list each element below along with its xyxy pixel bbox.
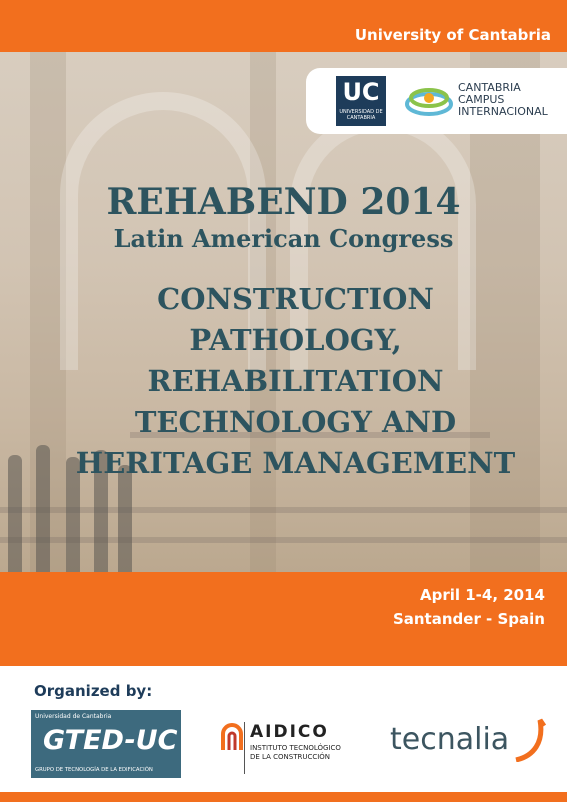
aidico-sub1: INSTITUTO TECNOLÓGICO [250, 744, 341, 752]
topic-line: REHABILITATION [147, 364, 444, 398]
uc-logo-abbr: UC [342, 78, 380, 106]
campus-logo-text [458, 82, 548, 118]
aidico-name: AIDICO [250, 722, 329, 742]
campus-line2: CAMPUS [458, 93, 505, 106]
aidico-divider [244, 722, 245, 774]
campus-logo-icon [404, 76, 454, 126]
event-info-banner [0, 572, 567, 666]
university-name: University of Cantabria [354, 26, 551, 44]
gted-name: GTED-UC [43, 725, 178, 756]
topic-line: HERITAGE MANAGEMENT [75, 446, 516, 480]
topic-title [0, 279, 567, 484]
footer-strip [0, 792, 567, 802]
tecnalia-logo: tecnalia [390, 722, 510, 757]
organized-by-label: Organized by: [34, 682, 153, 700]
gted-top-text: Universidad de Cantabria [35, 713, 112, 720]
campus-line1: CANTABRIA [458, 81, 521, 94]
tecnalia-swoosh-icon [514, 716, 548, 762]
uc-logo-name: UNIVERSIDAD DE CANTABRIA [339, 109, 383, 121]
event-title: REHABEND 2014 [106, 181, 461, 223]
event-subtitle: Latin American Congress [113, 224, 454, 253]
top-banner [0, 0, 567, 52]
aidico-sub2: DE LA CONSTRUCCIÓN [250, 753, 331, 761]
aidico-subtitle [250, 744, 341, 762]
gted-bottom-text: GRUPO DE TECNOLOGÍA DE LA EDIFICACIÓN [35, 767, 153, 773]
topic-line: TECHNOLOGY AND [134, 405, 457, 439]
topic-line: CONSTRUCTION [157, 282, 434, 316]
event-location: Santander - Spain [392, 610, 545, 628]
campus-line3: INTERNACIONAL [458, 105, 548, 118]
event-date: April 1-4, 2014 [419, 586, 545, 604]
aidico-logo-icon [220, 722, 244, 752]
topic-line: PATHOLOGY, [189, 323, 402, 357]
uc-logo [336, 76, 386, 126]
title-block [0, 180, 567, 484]
gted-uc-logo [31, 710, 181, 778]
